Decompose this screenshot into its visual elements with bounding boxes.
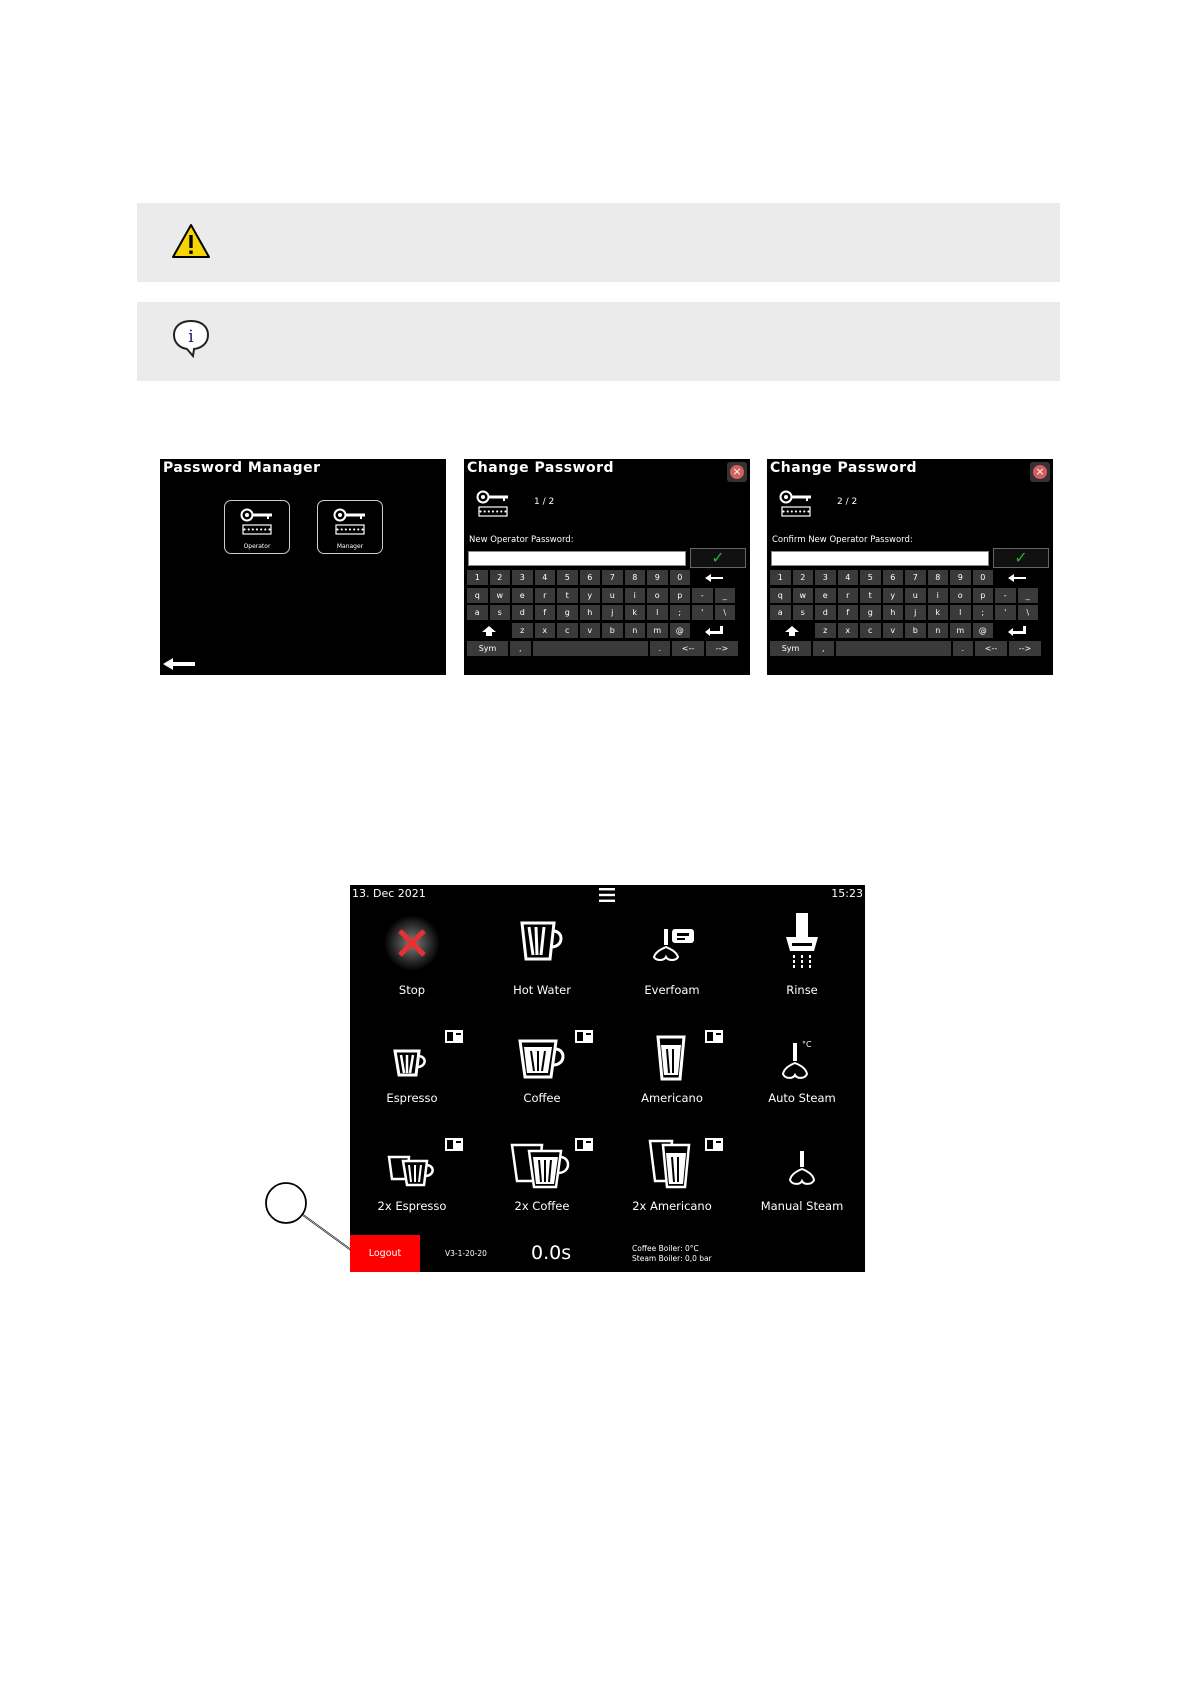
key[interactable]: h (580, 605, 601, 620)
key[interactable]: o (647, 588, 668, 603)
double-americano-button[interactable] (613, 1131, 731, 1231)
key[interactable]: 6 (883, 570, 904, 585)
timer-display: 0.0s (531, 1242, 572, 1264)
key[interactable]: 2 (793, 570, 814, 585)
key[interactable]: 4 (838, 570, 859, 585)
key[interactable]: ; (670, 605, 691, 620)
key[interactable]: i (928, 588, 949, 603)
tile-label: Auto Steam (768, 1091, 836, 1105)
key[interactable]: z (512, 623, 533, 638)
tile-label: 2x Americano (632, 1199, 712, 1213)
key[interactable]: r (838, 588, 859, 603)
key[interactable]: x (535, 623, 556, 638)
info-icon (171, 318, 211, 358)
sym-key[interactable]: Sym (467, 641, 508, 656)
hot-water-button[interactable] (483, 915, 601, 1015)
key[interactable]: 5 (557, 570, 578, 585)
keyboard (770, 570, 1052, 658)
key[interactable]: q (770, 588, 791, 603)
key[interactable]: 9 (647, 570, 668, 585)
tile-label: Hot Water (513, 983, 571, 997)
stop-icon (382, 915, 442, 971)
key[interactable]: l (647, 605, 668, 620)
step-indicator: 1 / 2 (534, 497, 555, 507)
logout-button[interactable] (350, 1235, 420, 1272)
enter-icon (705, 626, 723, 636)
coffee-boiler-status: Coffee Boiler: 0°C (632, 1244, 699, 1253)
key[interactable]: 0 (973, 570, 994, 585)
key[interactable]: i (625, 588, 646, 603)
warning-note (137, 203, 1060, 282)
warning-icon (171, 223, 211, 259)
key[interactable]: k (625, 605, 646, 620)
manual-steam-button[interactable] (743, 1131, 861, 1231)
tile-label: 2x Espresso (377, 1199, 447, 1213)
close-icon: × (1033, 465, 1047, 479)
key[interactable]: 3 (512, 570, 533, 585)
main-screen (350, 885, 865, 1272)
key[interactable]: t (557, 588, 578, 603)
key[interactable]: k (928, 605, 949, 620)
everfoam-button[interactable] (613, 915, 731, 1015)
key[interactable]: p (973, 588, 994, 603)
espresso-cup-icon (391, 1047, 431, 1083)
key[interactable]: e (512, 588, 533, 603)
key[interactable]: j (602, 605, 623, 620)
backspace-icon (1008, 573, 1026, 583)
key[interactable]: u (905, 588, 926, 603)
key[interactable]: d (512, 605, 533, 620)
key[interactable]: u (602, 588, 623, 603)
unit-label: °C (802, 1040, 812, 1049)
period-key[interactable]: . (953, 641, 974, 656)
info-note (137, 302, 1060, 381)
key[interactable]: g (860, 605, 881, 620)
auto-steam-icon (778, 1041, 822, 1085)
americano-button[interactable] (613, 1023, 731, 1123)
key[interactable]: v (580, 623, 601, 638)
shift-icon (783, 626, 801, 636)
backspace-icon (705, 573, 723, 583)
everfoam-icon (644, 919, 700, 967)
comma-key[interactable]: , (510, 641, 531, 656)
enter-key[interactable] (692, 623, 735, 638)
cursor-left-key[interactable]: <-- (672, 641, 704, 656)
shift-key[interactable] (467, 623, 510, 638)
key[interactable]: 5 (860, 570, 881, 585)
key[interactable]: _ (715, 588, 736, 603)
key[interactable]: f (838, 605, 859, 620)
svg-text:•••••••: ••••••• (335, 526, 365, 534)
confirm-button[interactable] (993, 548, 1049, 568)
key[interactable]: @ (670, 623, 691, 638)
key[interactable]: 4 (535, 570, 556, 585)
tile-label: Everfoam (644, 983, 700, 997)
close-icon: × (730, 465, 744, 479)
svg-text:i: i (188, 327, 194, 347)
dispensing-badge-icon (445, 1030, 463, 1043)
change-password-screen-1 (464, 459, 750, 675)
keyboard (467, 570, 749, 658)
key[interactable]: ' (995, 605, 1016, 620)
key[interactable]: b (602, 623, 623, 638)
dispensing-badge-icon (575, 1138, 593, 1151)
operator-label: Operator (243, 543, 271, 550)
key[interactable]: ; (973, 605, 994, 620)
key[interactable]: r (535, 588, 556, 603)
logout-label: Logout (368, 1248, 402, 1259)
key[interactable]: @ (973, 623, 994, 638)
screen-title: Password Manager (163, 460, 321, 476)
field-label: Confirm New Operator Password: (772, 535, 913, 545)
dispensing-badge-icon (445, 1138, 463, 1151)
check-icon: ✓ (1014, 548, 1028, 567)
password-input[interactable] (771, 551, 989, 566)
key[interactable]: n (625, 623, 646, 638)
svg-text:•••••••: ••••••• (478, 508, 508, 516)
key[interactable]: w (490, 588, 511, 603)
key[interactable]: 3 (815, 570, 836, 585)
field-label: New Operator Password: (469, 535, 574, 545)
close-button[interactable] (727, 462, 747, 482)
key[interactable]: e (815, 588, 836, 603)
key-icon (476, 489, 510, 519)
key[interactable]: \ (715, 605, 736, 620)
key-icon (240, 507, 274, 537)
auto-steam-button[interactable] (743, 1023, 861, 1123)
key[interactable]: m (647, 623, 668, 638)
back-arrow-icon[interactable] (163, 657, 197, 671)
key[interactable]: b (905, 623, 926, 638)
key[interactable]: _ (1018, 588, 1039, 603)
key[interactable]: j (905, 605, 926, 620)
key[interactable]: a (467, 605, 488, 620)
dispensing-badge-icon (705, 1030, 723, 1043)
check-icon: ✓ (711, 548, 725, 567)
space-key[interactable] (533, 641, 648, 656)
key[interactable]: x (838, 623, 859, 638)
key[interactable]: 1 (770, 570, 791, 585)
key[interactable]: n (928, 623, 949, 638)
tile-label: Espresso (386, 1091, 438, 1105)
backspace-key[interactable] (995, 570, 1038, 585)
key-icon (333, 507, 367, 537)
double-espresso-button[interactable] (353, 1131, 471, 1231)
password-manager-screen (160, 459, 446, 675)
key[interactable]: 8 (928, 570, 949, 585)
dispensing-badge-icon (575, 1030, 593, 1043)
espresso-button[interactable] (353, 1023, 471, 1123)
period-key[interactable]: . (650, 641, 671, 656)
screen-title: Change Password (770, 460, 918, 476)
key[interactable]: 2 (490, 570, 511, 585)
enter-key[interactable] (995, 623, 1038, 638)
tile-label: Coffee (523, 1091, 561, 1105)
key[interactable]: y (580, 588, 601, 603)
manager-button[interactable] (317, 500, 383, 554)
key[interactable]: p (670, 588, 691, 603)
key[interactable]: m (950, 623, 971, 638)
rinse-button[interactable] (743, 915, 861, 1015)
tile-label: 2x Coffee (514, 1199, 570, 1213)
operator-button[interactable] (224, 500, 290, 554)
shift-icon (480, 626, 498, 636)
key[interactable]: 6 (580, 570, 601, 585)
tile-label: Americano (641, 1091, 703, 1105)
key[interactable]: q (467, 588, 488, 603)
key[interactable]: 7 (602, 570, 623, 585)
double-americano-icon (647, 1137, 697, 1193)
steam-boiler-status: Steam Boiler: 0,0 bar (632, 1254, 712, 1263)
double-coffee-icon (509, 1141, 575, 1191)
manager-label: Manager (336, 543, 364, 550)
key[interactable]: ' (692, 605, 713, 620)
key[interactable]: 9 (950, 570, 971, 585)
key[interactable]: f (535, 605, 556, 620)
version-label: V3-1-20-20 (445, 1249, 487, 1258)
password-input[interactable] (468, 551, 686, 566)
key[interactable]: h (883, 605, 904, 620)
space-key[interactable] (836, 641, 951, 656)
tile-label: Stop (398, 983, 426, 997)
tile-label: Rinse (786, 983, 818, 997)
svg-text:•••••••: ••••••• (242, 526, 272, 534)
backspace-key[interactable] (692, 570, 735, 585)
step-indicator: 2 / 2 (837, 497, 858, 507)
time: 15:23 (831, 887, 863, 900)
confirm-button[interactable] (690, 548, 746, 568)
comma-key[interactable]: , (813, 641, 834, 656)
enter-icon (1008, 626, 1026, 636)
key[interactable]: \ (1018, 605, 1039, 620)
shift-key[interactable] (770, 623, 813, 638)
americano-glass-icon (652, 1033, 692, 1085)
tile-label: Manual Steam (760, 1199, 844, 1213)
cursor-left-key[interactable]: <-- (975, 641, 1007, 656)
key[interactable]: c (557, 623, 578, 638)
date: 13. Dec 2021 (352, 887, 426, 900)
coffee-button[interactable] (483, 1023, 601, 1123)
svg-text:•••••••: ••••••• (781, 508, 811, 516)
key[interactable]: c (860, 623, 881, 638)
key[interactable]: s (793, 605, 814, 620)
key-icon (779, 489, 813, 519)
menu-icon[interactable] (598, 887, 616, 903)
coffee-cup-icon (516, 1037, 568, 1085)
key[interactable]: v (883, 623, 904, 638)
key[interactable]: l (950, 605, 971, 620)
screen-title: Change Password (467, 460, 615, 476)
key[interactable]: 1 (467, 570, 488, 585)
cursor-right-key[interactable]: --> (1009, 641, 1041, 656)
key[interactable]: z (815, 623, 836, 638)
manual-steam-icon (780, 1149, 824, 1193)
key[interactable]: - (692, 588, 713, 603)
key[interactable]: - (995, 588, 1016, 603)
key[interactable]: w (793, 588, 814, 603)
close-button[interactable] (1030, 462, 1050, 482)
change-password-screen-2 (767, 459, 1053, 675)
key[interactable]: d (815, 605, 836, 620)
key[interactable]: o (950, 588, 971, 603)
cursor-right-key[interactable]: --> (706, 641, 738, 656)
dispensing-badge-icon (705, 1138, 723, 1151)
key[interactable]: y (883, 588, 904, 603)
key[interactable]: 8 (625, 570, 646, 585)
cup-icon (516, 919, 568, 967)
key[interactable]: s (490, 605, 511, 620)
key[interactable]: a (770, 605, 791, 620)
key[interactable]: 7 (905, 570, 926, 585)
key[interactable]: 0 (670, 570, 691, 585)
stop-button[interactable] (353, 915, 471, 1015)
key[interactable]: g (557, 605, 578, 620)
double-espresso-icon (385, 1151, 441, 1191)
rinse-icon (778, 911, 826, 971)
key[interactable]: t (860, 588, 881, 603)
sym-key[interactable]: Sym (770, 641, 811, 656)
double-coffee-button[interactable] (483, 1131, 601, 1231)
